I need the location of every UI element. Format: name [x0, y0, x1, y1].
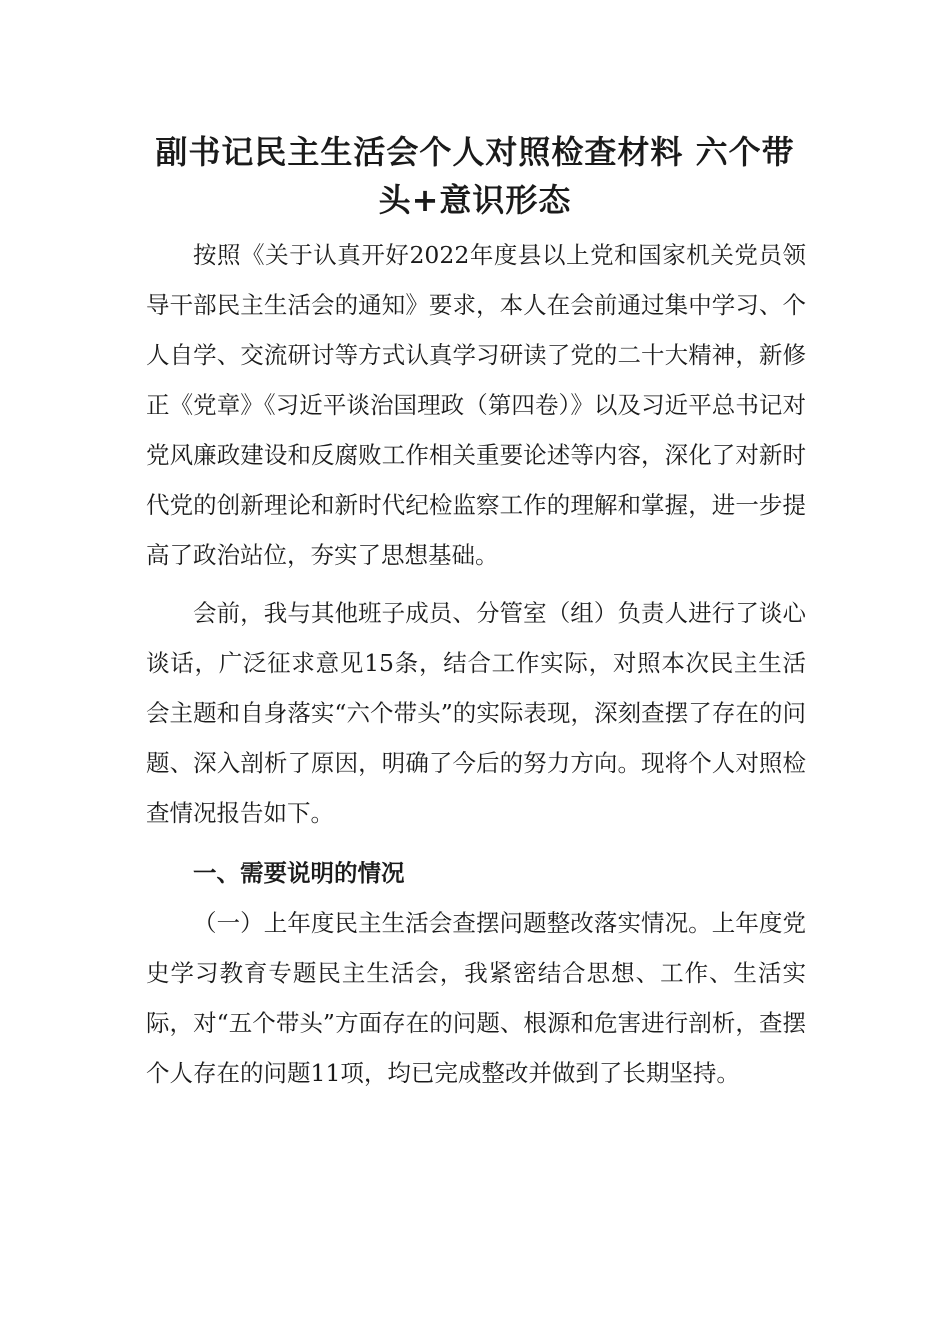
- document-title: 副书记民主生活会个人对照检查材料 六个带头+意识形态: [155, 133, 795, 219]
- section-heading: 一、需要说明的情况: [193, 859, 405, 887]
- document-body: [146, 230, 806, 1098]
- preparation-paragraph: 会前，我与其他班子成员、分管室（组）负责人进行了谈心谈话，广泛征求意见15条，结合工作实际，对照本次民主生活会主题和自身落实“六个带头”的实际表现，深刻查摆了存在的问题、深入剖析了原因，明确了今后的努力方向。现将个人对照检查情况报告如下。: [146, 599, 806, 827]
- section-paragraph: （一）上年度民主生活会查摆问题整改落实情况。上年度党史学习教育专题民主生活会，我紧密结合思想、工作、生活实际，对“五个带头”方面存在的问题、根源和危害进行剖析，查摆个人存在的问题11项，均已完成整改并做到了长期坚持。: [146, 909, 806, 1087]
- intro-paragraph: 按照《关于认真开好2022年度县以上党和国家机关党员领导干部民主生活会的通知》要求，本人在会前通过集中学习、个人自学、交流研讨等方式认真学习研读了党的二十大精神，新修正《党章》《习近平谈治国理政（第四卷）》以及习近平总书记对党风廉政建设和反腐败工作相关重要论述等内容，深化了对新时代党的创新理论和新时代纪检监察工作的理解和掌握，进一步提高了政治站位，夯实了思想基础。: [146, 241, 806, 569]
